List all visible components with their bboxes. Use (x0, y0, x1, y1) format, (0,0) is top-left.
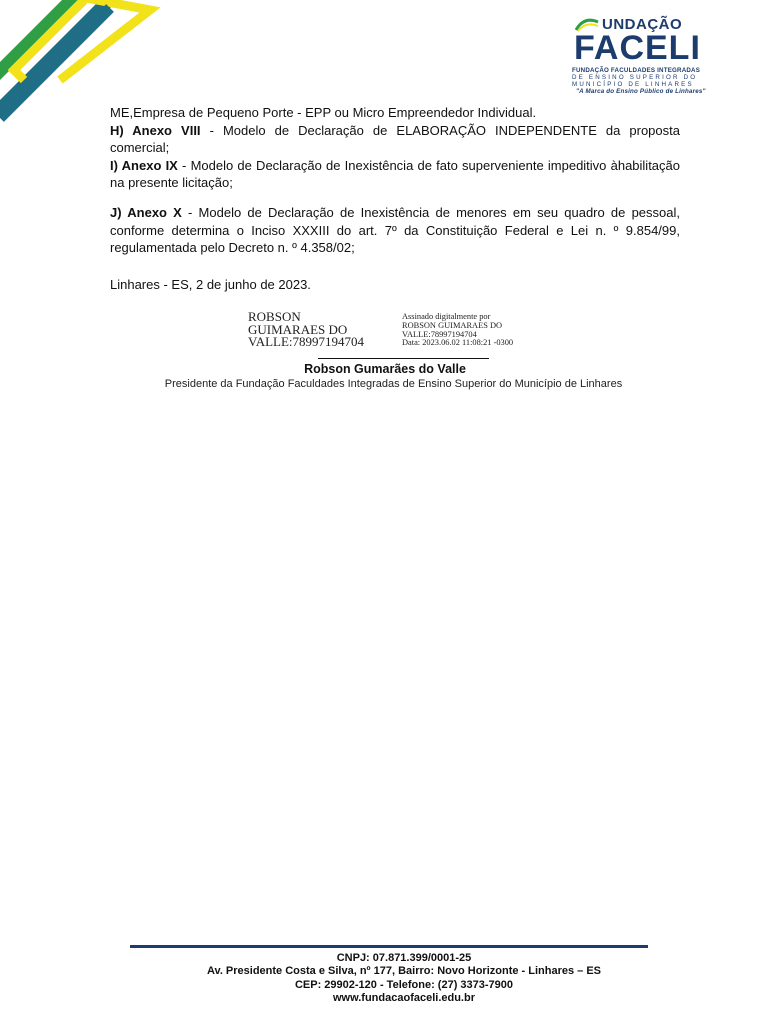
date-block (110, 276, 680, 294)
logo-subtitle-3: MUNICÍPIO DE LINHARES (572, 81, 694, 88)
footer-cnpj: CNPJ: 07.871.399/0001-25 (336, 952, 472, 964)
footer-divider (130, 945, 648, 948)
logo-subtitle-2: DE ENSINO SUPERIOR DO (572, 74, 698, 81)
paragraph-me-epp: ME,Empresa de Pequeno Porte - EPP ou Micro Empreendedor Individual. (110, 105, 537, 120)
document-date: Linhares - ES, 2 de junho de 2023. (110, 277, 311, 292)
logo-word-fundacao: UNDAÇÃO (602, 16, 683, 33)
footer-address: Av. Presidente Costa e Silva, nº 177, Bairro: Novo Horizonte - Linhares – ES (206, 965, 602, 978)
logo-word-faceli: FACELI (574, 29, 701, 67)
document-body (110, 104, 680, 192)
faceli-logo (566, 14, 704, 96)
signature-name: ROBSON GUIMARAES DO VALLE:78997194704 (248, 309, 365, 349)
signature-metadata: Assinado digitalmente por ROBSON GUIMARAES DO VALLE:78997194704 Data: 2023.06.02 11:08:21 -0300 (402, 312, 514, 348)
digital-signature (248, 311, 548, 351)
signature-line (318, 358, 489, 359)
item-j-label: J) Anexo X (110, 205, 182, 220)
item-j-block (110, 204, 680, 257)
item-h-label: H) Anexo VIII (110, 122, 201, 138)
item-j-text: - Modelo de Declaração de Inexistência de menores em seu quadro de pessoal, conforme determina o Inciso XXXIII do art. 7º da Constituição Federal e Lei n. º 9.854/99, regulamentada pelo Decreto n. º 4.358/02; (110, 205, 680, 255)
item-i-anexo-ix (110, 157, 680, 192)
item-i-label: I) Anexo IX (110, 157, 178, 173)
item-i-text: - Modelo de Declaração de Inexistência de fato superveniente impeditivo àhabilitação na presente licitação; (110, 157, 680, 190)
item-h-text: - Modelo de Declaração de ELABORAÇÃO INDEPENDENTE da proposta comercial; (110, 122, 680, 155)
signer-name: Robson Gumarães do Valle (304, 362, 466, 376)
footer-website[interactable]: www.fundacaofaceli.edu.br (332, 991, 475, 1004)
footer-cep-phone: CEP: 29902-120 - Telefone: (27) 3373-7900 (294, 978, 514, 991)
logo-slogan: "A Marca do Ensino Público de Linhares" (576, 88, 706, 95)
logo-subtitle-1: FUNDAÇÃO FACULDADES INTEGRADAS (572, 67, 701, 74)
footer (0, 952, 770, 1005)
item-j-anexo-x (110, 204, 680, 257)
item-h-anexo-viii (110, 122, 680, 157)
signer-role: Presidente da Fundação Faculdades Integradas de Ensino Superior do Município de Linhares (164, 378, 623, 390)
